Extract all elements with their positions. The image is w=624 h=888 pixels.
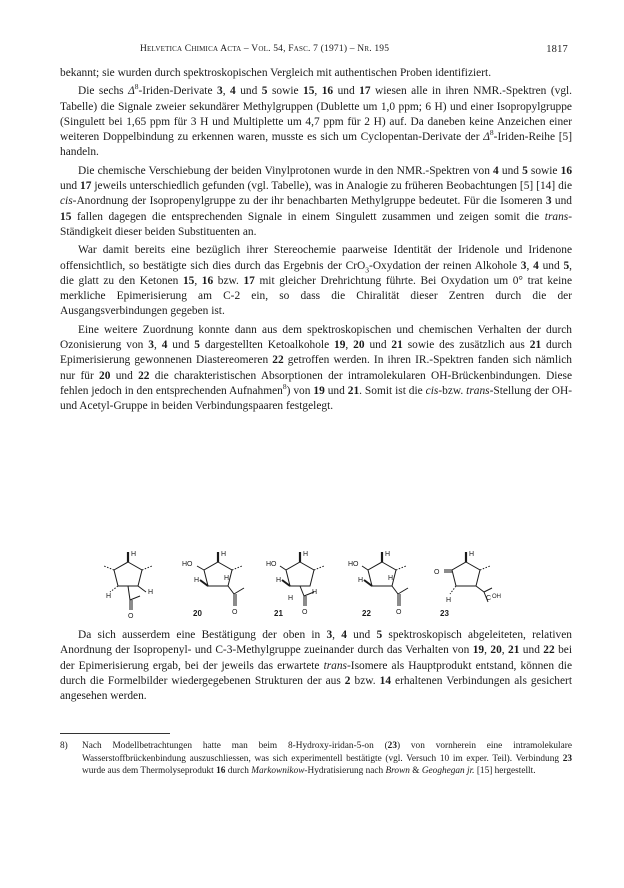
compound-number: 5	[563, 259, 570, 272]
atom-label: OH	[492, 594, 501, 600]
main-text-continued	[60, 628, 572, 704]
structure-23	[434, 551, 501, 618]
hashed-bond	[480, 566, 490, 570]
text: Die sechs	[78, 85, 129, 98]
compound-number: 15	[182, 274, 195, 287]
text: durch Epimerisierung gewonnenen Diastereomeren	[60, 339, 572, 367]
compound-number: 4	[493, 164, 499, 177]
text: und	[364, 339, 392, 352]
footnote-mark: 8)	[60, 741, 68, 751]
text: Eine weitere Zuordnung konnte dann aus dem spektroskopischen und chemischen Verhalten der durch Ozonisierung von	[60, 323, 572, 352]
text: ,	[153, 339, 162, 352]
text: und	[498, 164, 523, 177]
ring-bond	[204, 562, 232, 586]
text: und	[519, 644, 544, 657]
journal-title: Helvetica Chimica Acta – Vol. 54, Fasc. 7 (1971) – Nr. 195	[140, 44, 390, 54]
ring-bond	[138, 586, 146, 592]
atom-label: O	[434, 569, 440, 576]
author-name: Brown	[385, 766, 410, 776]
compound-number: 22	[272, 354, 284, 367]
text: ,	[345, 339, 354, 352]
text: Da sich ausserdem eine Bestätigung der oben in	[78, 629, 327, 641]
text: ,	[222, 85, 231, 98]
italic-term: cis	[425, 384, 439, 397]
main-text	[60, 66, 572, 418]
compound-number: 14	[379, 674, 392, 687]
atom-label: H	[388, 575, 394, 582]
text: ,	[314, 85, 322, 98]
atom-label: H	[194, 577, 200, 584]
text: und	[60, 180, 81, 193]
methyl-bond	[130, 596, 140, 600]
compound-number: 3	[217, 85, 223, 98]
text: sowie des zusätzlich aus	[402, 339, 530, 352]
text: wurde aus dem Thermolyseprodukt	[82, 766, 217, 776]
atom-label: H	[148, 589, 154, 596]
text: die charakteristischen Absorptionen der intramolekularen OH-Brückenbindungen. Diese fehlen jedoch in den entsprechenden Aufnahmen	[60, 369, 572, 397]
acetyl-bond	[300, 586, 304, 596]
structure-formulas	[100, 550, 520, 620]
text: und	[235, 85, 262, 98]
compound-number: 4	[230, 85, 236, 98]
methyl-bond	[398, 588, 408, 594]
hashed-bond	[314, 566, 324, 570]
author-name: Geoghegan jr.	[421, 766, 475, 776]
text: jeweils unterschiedlich gefunden (vgl. Tabelle), was in Analogie zu früheren Beobachtungen [5] [14] die	[91, 180, 573, 193]
compound-number: 15	[303, 85, 315, 98]
compound-number: 3	[148, 339, 154, 352]
compound-number: 17	[243, 274, 255, 287]
atom-label: O	[302, 609, 308, 616]
text: [15] hergestellt.	[474, 766, 536, 776]
superscript: 8	[489, 128, 494, 138]
atom-label: HO	[348, 561, 359, 568]
compound-number: 4	[161, 339, 168, 352]
ring-bond	[392, 586, 398, 594]
paragraph	[60, 243, 572, 319]
compound-number: 16	[321, 85, 334, 98]
footnote-ref: 8	[282, 382, 287, 392]
text: ,	[484, 644, 491, 657]
hydroxy-bond	[362, 566, 368, 570]
compound-number: 15	[60, 210, 72, 223]
atom-label: H	[312, 589, 318, 596]
atom-label: H	[385, 551, 391, 558]
ring-bond	[286, 562, 314, 586]
ring-bond	[452, 562, 480, 586]
hashed-bond	[232, 566, 242, 570]
compound-number: 4	[341, 629, 347, 641]
text: mit gleicher Drehrichtung führte. Bei Oxydation um 0° trat keine merkliche Epimerisierung am C-2 ein, so dass die Chiralität dieser Zentren durch die der Ausgangsverbindungen gegeben ist.	[60, 274, 573, 318]
compound-number: 20	[490, 644, 502, 657]
text: Nach Modellbetrachtungen hatte man beim 8-Hydroxy-iridan-5-on (	[82, 741, 388, 751]
compound-number: 21	[391, 339, 403, 352]
footnote-text	[82, 740, 572, 778]
compound-number: 23	[387, 741, 397, 751]
ring-bond	[368, 562, 396, 586]
compound-number: 5	[194, 339, 200, 352]
structure-20	[182, 551, 244, 618]
hashed-bond	[142, 566, 152, 570]
text: bzw.	[350, 674, 380, 687]
text: . Somit ist die	[359, 384, 426, 397]
text: und	[110, 369, 139, 382]
compound-number: 3	[326, 629, 333, 641]
paragraph	[60, 628, 572, 704]
atom-label: HO	[182, 561, 193, 568]
paragraph	[60, 84, 572, 160]
text: -Hydratisierung nach	[304, 766, 386, 776]
atom-label: HO	[266, 561, 277, 568]
text: -Oxydation der reinen Alkohole	[369, 259, 521, 272]
superscript: 8	[134, 82, 139, 92]
italic-term: cis	[60, 195, 73, 208]
compound-number: 16	[560, 164, 573, 177]
text: Die chemische Verschiebung der beiden Vinylprotonen wurde in den NMR.-Spektren von	[78, 164, 494, 177]
text: ,	[332, 629, 342, 641]
italic-term: trans	[323, 659, 347, 672]
ring-bond	[228, 586, 234, 594]
compound-label: 23	[440, 609, 449, 618]
author-name: Markownikow	[251, 766, 305, 776]
atom-label: H	[224, 575, 230, 582]
page-number: 1817	[546, 44, 568, 55]
atom-label: H	[276, 577, 282, 584]
compound-number: 5	[522, 164, 528, 177]
compound-number: 4	[533, 259, 539, 272]
text: sowie	[267, 85, 304, 98]
text: sowie	[527, 164, 561, 177]
compound-number: 21	[347, 384, 360, 397]
structure-svg	[100, 550, 520, 620]
hydroxy-bond	[280, 566, 286, 570]
compound-number: 17	[359, 85, 371, 98]
compound-number: 3	[520, 259, 527, 272]
text: bekannt; sie wurden durch spektroskopischen Vergleich mit authentischen Proben identifiziert.	[60, 67, 492, 79]
text: wiesen alle in ihren NMR.-Spektren (vgl. Tabelle) die Signale zweier sekundärer Methylgruppen (Dublette um 1,0 ppm; 6 H) und einer Isopropylgruppe (Singulett bei 1,65 ppm für 3 H und Multiplette um 4,7 ppm für 2 H) auf. Da daneben keine Anzeichen einer weiteren Doppelbindung zu erkennen waren, musste es sich um Cyclopentan-Derivate der	[60, 85, 573, 144]
text: ,	[194, 274, 202, 287]
compound-number: 16	[201, 274, 214, 287]
compound-number: 21	[508, 644, 520, 657]
text: und	[167, 339, 195, 352]
text: und	[551, 195, 572, 208]
paragraph	[60, 323, 572, 415]
compound-number: 3	[545, 195, 552, 208]
hashed-bond	[104, 566, 114, 570]
atom-label: H	[303, 551, 309, 558]
compound-number: 19	[334, 339, 346, 352]
text: ,	[526, 259, 534, 272]
running-header	[88, 44, 568, 58]
text: War damit bereits eine bezüglich ihrer Stereochemie paarweise Identität der Iridenole und Iridenone offensichtlich, so bestätigte sich dies durch das Ergebnis der CrO	[60, 244, 572, 272]
text: und	[346, 629, 377, 641]
compound-number: 16	[216, 766, 226, 776]
text: -Iriden-Derivate	[138, 85, 217, 98]
text: -Iriden-Reihe [5] handeln.	[60, 131, 573, 159]
text: ) von	[286, 384, 314, 397]
compound-number: 5	[376, 629, 383, 641]
text: &	[409, 766, 422, 776]
paragraph	[60, 66, 572, 81]
atom-label: H	[358, 577, 364, 584]
compound-number: 20	[99, 369, 111, 382]
text: dargestellten Ketoalkohole	[199, 339, 335, 352]
compound-number: 23	[562, 753, 572, 764]
text: -Isomere als Hauptprodukt entstand, können die durch die Formelbilder wiedergegebenen Strukturen der aus	[60, 659, 572, 687]
compound-label: 20	[193, 609, 202, 618]
italic-term: trans	[544, 210, 569, 223]
text: und	[538, 259, 564, 272]
text: -Anordnung der Isopropenylgruppe zu der ihr benachbarten Methylgruppe bedeutet. Für die Isomeren	[72, 195, 546, 208]
atom-label: C	[486, 595, 492, 602]
text: und	[324, 384, 348, 397]
subscript: 3	[365, 264, 370, 274]
atom-label: O	[232, 609, 238, 616]
compound-number: 19	[313, 384, 325, 397]
atom-label: H	[106, 593, 112, 600]
text: , die glatt zu den Ketonen	[60, 259, 573, 287]
italic-term: trans	[466, 384, 490, 397]
text: erhaltenen Verbindungen als gesichert angesehen werden.	[60, 674, 573, 703]
compound-number: 19	[472, 644, 485, 657]
text: bei der Epimerisierung ergab, bei der jeweils das erwartete	[60, 644, 573, 672]
acetyl-bond	[128, 586, 130, 600]
atom-label: O	[128, 613, 134, 620]
compound-number: 21	[529, 339, 542, 352]
structure-22	[348, 551, 408, 618]
delta-symbol: Δ	[483, 131, 490, 144]
compound-label: 22	[362, 609, 371, 618]
text: bzw.	[213, 274, 244, 287]
atom-label: H	[131, 551, 137, 558]
methyl-bond	[484, 588, 492, 592]
footnote-divider	[60, 733, 170, 734]
ring-bond	[114, 562, 142, 586]
atom-label: H	[288, 595, 294, 602]
hydroxy-bond	[197, 566, 204, 570]
text: und	[333, 85, 360, 98]
ring-bond	[476, 586, 484, 592]
text: -Stellung der OH- und Acetyl-Gruppe in beiden Verbindungspaaren festgelegt.	[60, 384, 573, 413]
compound-number: 2	[344, 674, 351, 687]
compound-number: 17	[80, 180, 92, 193]
hashed-bond	[450, 586, 456, 594]
structure-21	[266, 551, 324, 618]
footnote	[60, 740, 572, 778]
methyl-bond	[234, 588, 244, 594]
atom-label: H	[221, 551, 227, 558]
structure-19	[104, 551, 153, 620]
atom-label: O	[396, 609, 402, 616]
hashed-bond	[110, 586, 118, 592]
paragraph	[60, 164, 572, 240]
text: fallen dagegen die entsprechenden Signale in einem Singulett zusammen und zeigen somit die	[71, 210, 545, 223]
compound-number: 22	[543, 644, 555, 657]
text: ) von vornherein eine intramolekulare Wasserstoffbrückenbindung auszuschliessen, was sich experimentell bestätigte (vgl. Versuch 10 im exper. Teil). Verbindung	[82, 741, 572, 764]
text: spektroskopisch abgeleiteten, relativen Anordnung der Isopropenyl- und C-3-Methylgruppe zueinander durch das Verhalten von	[60, 629, 572, 657]
text: ,	[501, 644, 509, 657]
hashed-bond	[396, 566, 406, 570]
atom-label: H	[469, 551, 475, 558]
text: getroffen werden. In ihren IR.-Spektren fanden sich nämlich nur für	[60, 354, 572, 382]
compound-label: 21	[274, 609, 283, 618]
text: durch	[225, 766, 252, 776]
compound-number: 20	[353, 339, 365, 352]
atom-label: H	[446, 597, 452, 604]
text: -Ständigkeit dieser beiden Substituenten an.	[60, 210, 572, 238]
compound-number: 22	[138, 369, 150, 382]
compound-number: 5	[261, 85, 268, 98]
delta-symbol: Δ	[128, 85, 135, 98]
text: -bzw.	[438, 384, 467, 397]
